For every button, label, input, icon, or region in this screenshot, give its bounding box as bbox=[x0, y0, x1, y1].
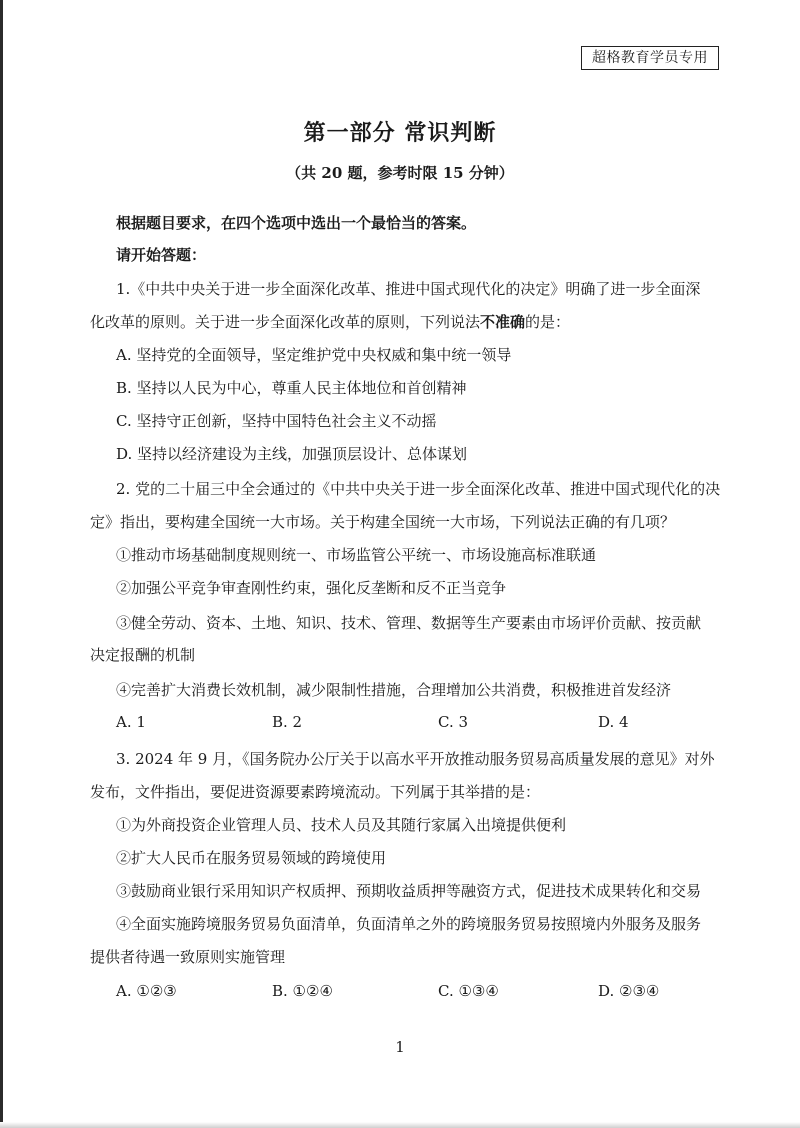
choice-c: C. 3 bbox=[438, 713, 469, 731]
statement-3-continued: 决定报酬的机制 bbox=[90, 646, 196, 664]
scan-edge bbox=[0, 1122, 800, 1128]
question-stem: 1.《中共中央关于进一步全面深化改革、推进中国式现代化的决定》明确了进一步全面深 bbox=[116, 280, 701, 298]
option-b: B. 坚持以人民为中心，尊重人民主体地位和首创精神 bbox=[116, 379, 467, 397]
choice-b: B. 2 bbox=[272, 713, 303, 731]
choice-c: C. ①③④ bbox=[438, 982, 499, 1000]
statement-2: ②扩大人民币在服务贸易领域的跨境使用 bbox=[116, 849, 387, 867]
statement-1: ①推动市场基础制度规则统一、市场监管公平统一、市场设施高标准联通 bbox=[116, 546, 597, 564]
statement-4-continued: 提供者待遇一致原则实施管理 bbox=[90, 948, 286, 966]
section-subtitle: （共 20 题，参考时限 15 分钟） bbox=[286, 164, 514, 182]
question-stem: 2. 党的二十届三中全会通过的《中共中央关于进一步全面深化改革、推进中国式现代化的决 bbox=[116, 480, 721, 498]
choice-a: A. 1 bbox=[116, 713, 146, 731]
statement-3: ③鼓励商业银行采用知识产权质押、预期收益质押等融资方式，促进技术成果转化和交易 bbox=[116, 882, 702, 900]
choice-b: B. ①②④ bbox=[272, 982, 333, 1000]
start-prompt: 请开始答题： bbox=[116, 246, 207, 264]
statement-4: ④全面实施跨境服务贸易负面清单，负面清单之外的跨境服务贸易按照境内外服务及服务 bbox=[116, 915, 702, 933]
statement-2: ②加强公平竞争审查刚性约束，强化反垄断和反不正当竞争 bbox=[116, 579, 507, 597]
statement-4: ④完善扩大消费长效机制，减少限制性措施，合理增加公共消费，积极推进首发经济 bbox=[116, 681, 672, 699]
usage-stamp: 超格教育学员专用 bbox=[581, 46, 719, 70]
question-stem-continued bbox=[90, 312, 570, 332]
instruction-text: 根据题目要求，在四个选项中选出一个最恰当的答案。 bbox=[116, 214, 477, 232]
choice-d: D. 4 bbox=[598, 713, 629, 731]
question-stem-continued: 发布，文件指出，要促进资源要素跨境流动。下列属于其举措的是： bbox=[90, 783, 541, 801]
option-d: D. 坚持以经济建设为主线，加强顶层设计、总体谋划 bbox=[116, 445, 468, 463]
emphasis-text: 不准确 bbox=[480, 313, 526, 331]
stem-text: 的是： bbox=[525, 313, 571, 331]
statement-1: ①为外商投资企业管理人员、技术人员及其随行家属入出境提供便利 bbox=[116, 816, 567, 834]
question-stem-continued: 定》指出，要构建全国统一大市场。关于构建全国统一大市场，下列说法正确的有几项？ bbox=[90, 513, 676, 531]
statement-3: ③健全劳动、资本、土地、知识、技术、管理、数据等生产要素由市场评价贡献、按贡献 bbox=[116, 614, 702, 632]
choice-d: D. ②③④ bbox=[598, 982, 660, 1000]
section-title: 第一部分 常识判断 bbox=[303, 120, 497, 146]
page-number: 1 bbox=[395, 1038, 405, 1056]
option-c: C. 坚持守正创新，坚持中国特色社会主义不动摇 bbox=[116, 412, 437, 430]
stem-text: 化改革的原则。关于进一步全面深化改革的原则，下列说法 bbox=[90, 313, 481, 331]
choice-a: A. ①②③ bbox=[116, 982, 177, 1000]
question-stem: 3. 2024 年 9 月，《国务院办公厅关于以高水平开放推动服务贸易高质量发展的意见》对外 bbox=[116, 750, 715, 768]
option-a: A. 坚持党的全面领导，坚定维护党中央权威和集中统一领导 bbox=[116, 346, 512, 364]
